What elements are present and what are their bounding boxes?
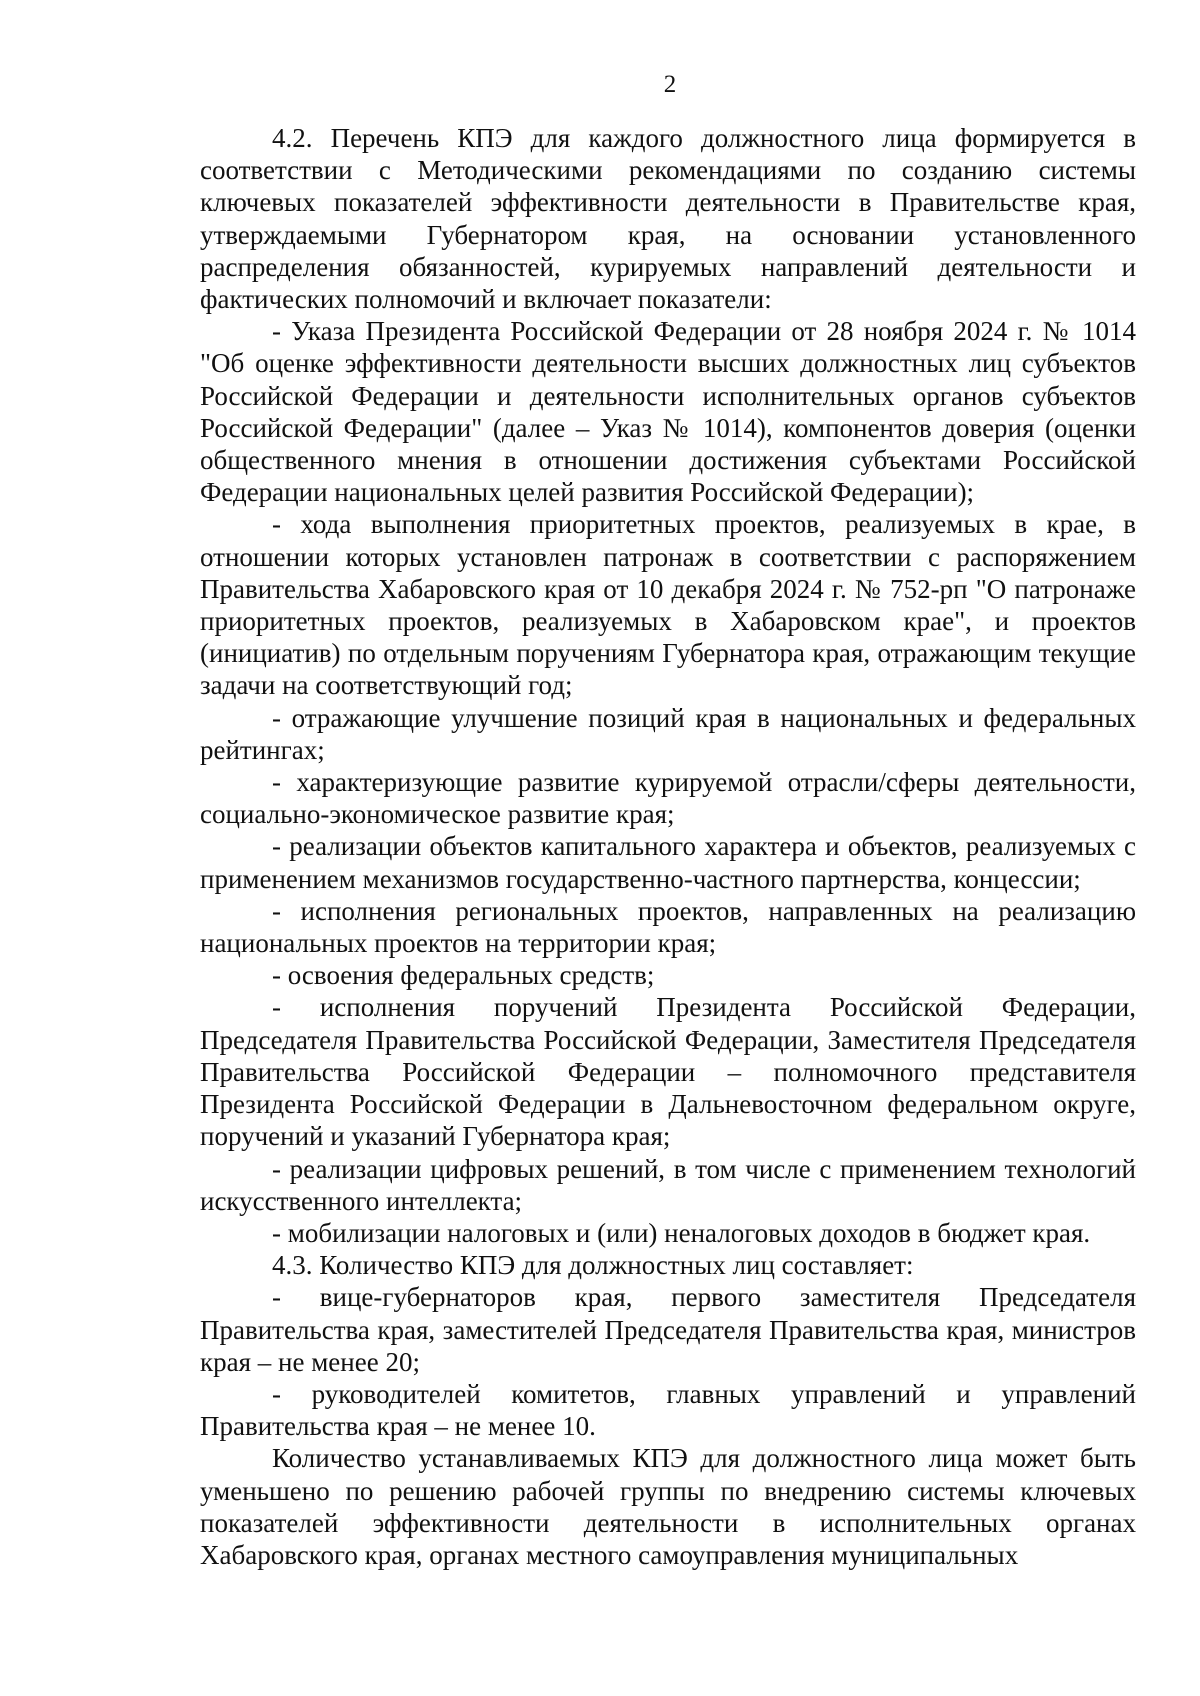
list-item-regional-projects: - исполнения региональных проектов, направленных на реализацию национальных проектов на территории края;	[200, 895, 1136, 959]
page-number: 2	[663, 71, 677, 98]
list-item-industry-development: - характеризующие развитие курируемой отрасли/сферы деятельности, социально-экономическое развитие края;	[200, 767, 1136, 830]
document-body	[200, 122, 1136, 1571]
list-item-ratings: - отражающие улучшение позиций края в национальных и федеральных рейтингах;	[200, 702, 1136, 765]
list-item-committee-heads: - руководителей комитетов, главных управлений и управлений Правительства края – не менее 10.	[200, 1378, 1136, 1442]
list-item-instructions: - исполнения поручений Президента Российской Федерации, Председателя Правительства Российской Федерации, Заместителя Председателя Правительства Российской Федерации – полномочного представителя Президента Российской Федерации в Дальневосточном федеральном округе, поручений и указаний Губернатора края;	[200, 992, 1136, 1152]
list-item-federal-funds: - освоения федеральных средств;	[272, 960, 655, 991]
list-item-vice-governors: - вице-губернаторов края, первого заместителя Председателя Правительства края, заместителей Председателя Правительства края, министров края – не менее 20;	[200, 1282, 1136, 1377]
paragraph-4-2: 4.2. Перечень КПЭ для каждого должностного лица формируется в соответствии с Методическими рекомендациями по созданию системы ключевых показателей эффективности деятельности в Правительстве края, утверждаемыми Губернатором края, на основании установленного распределения обязанностей, курируемых направлений деятельности и фактических полномочий и включает показатели:	[200, 123, 1136, 315]
paragraph-kpi-reduction: Количество устанавливаемых КПЭ для должностного лица может быть уменьшено по решению рабочей группы по внедрению системы ключевых показателей эффективности деятельности в исполнительных органах Хабаровского края, органах местного самоуправления муниципальных	[200, 1443, 1136, 1570]
paragraph-4-3: 4.3. Количество КПЭ для должностных лиц составляет:	[272, 1250, 914, 1281]
list-item-tax-revenue: - мобилизации налоговых и (или) неналоговых доходов в бюджет края.	[272, 1217, 1091, 1248]
list-item-priority-projects: - хода выполнения приоритетных проектов, реализуемых в крае, в отношении которых установлен патронаж в соответствии с распоряжением Правительства Хабаровского края от 10 декабря 2024 г. № 752-рп "О патронаже приоритетных проектов, реализуемых в Хабаровском крае", и проектов (инициатив) по отдельным поручениям Губернатора края, отражающим текущие задачи на соответствующий год;	[200, 509, 1136, 701]
list-item-digital-solutions: - реализации цифровых решений, в том числе с применением технологий искусственного интеллекта;	[200, 1153, 1136, 1216]
list-item-decree-1014: - Указа Президента Российской Федерации от 28 ноября 2024 г. № 1014 "Об оценке эффективности деятельности высших должностных лиц субъектов Российской Федерации и деятельности исполнительных органов субъектов Российской Федерации" (далее – Указ № 1014), компонентов доверия (оценки общественного мнения в отношении достижения субъектами Российской Федерации национальных целей развития Российской Федерации);	[200, 316, 1136, 508]
list-item-capital-objects: - реализации объектов капитального характера и объектов, реализуемых с применением механизмов государственно-частного партнерства, концессии;	[200, 831, 1136, 894]
